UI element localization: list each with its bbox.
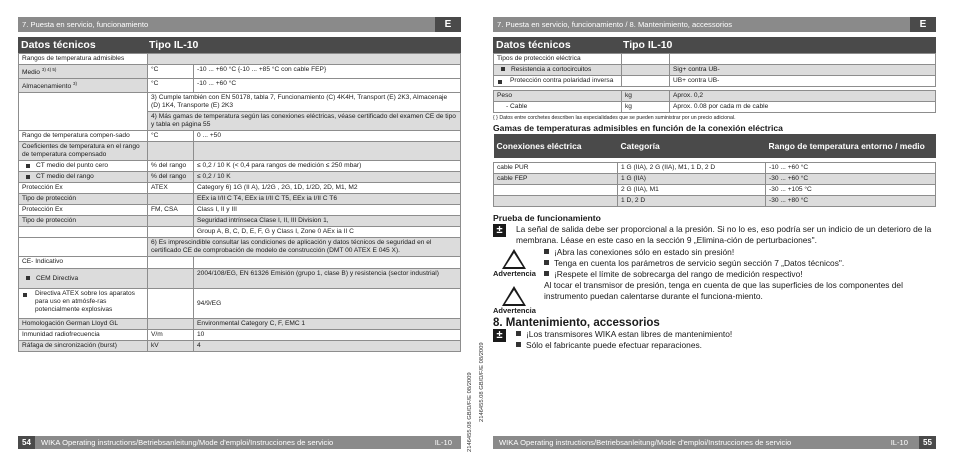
table-row: Peso kg Aprox. 0,2: [494, 91, 936, 102]
footer-text: WIKA Operating instructions/Betriebsanleitung/Mode d'emploi/Instrucciones de servicio: [41, 438, 334, 447]
tech-data-title: Datos técnicos: [21, 39, 96, 51]
table-row: Almacenamiento $^{3)}$ °C -10 ... +60 °C: [19, 79, 461, 93]
info-icon: ±: [493, 224, 506, 237]
table-row: 3) Cumple también con EN 50178, tabla 7, Funcionamiento (C) 4K4H, Transport (E) 2K3, Almacenaje (D) 1K4, Transporte (E) 2K3: [19, 93, 461, 112]
table-row: Protección Ex ATEX Category 6) 1G (II A), 1/2G , 2G, 1D, 1/2D, 2D, M1, M2: [19, 183, 461, 194]
footer-text: WIKA Operating instructions/Betriebsanleitung/Mode d'emploi/Instrucciones de servicio: [499, 438, 792, 447]
section-title: Gamas de temperaturas admisibles en función de la conexión eléctrica: [493, 123, 783, 133]
left-footer: [18, 436, 461, 449]
table-row: Tipos de protección eléctrica: [494, 54, 936, 65]
list-item: Tenga en cuenta los parámetros de servicio según sección 7 „Datos técnicos".: [544, 258, 936, 269]
model-title: Tipo IL-10: [623, 39, 673, 51]
page-header: [18, 17, 461, 32]
hot-surface-text: Al tocar el transmisor de presión, tenga en cuenta de que las superficies de los componentes del instrumento puedan calentarse durante el funciona-miento.: [544, 279, 903, 301]
tech-data-table: [18, 53, 461, 352]
page-header-title: 7. Puesta en servicio, funcionamiento / 8. Mantenimiento, accessorios: [497, 20, 733, 29]
list-item: ¡Respete el límite de sobrecarga del rango de medición respectivo!: [544, 269, 936, 280]
maintenance-block: [493, 329, 936, 351]
warning-block: [493, 247, 936, 280]
list-item: Sólo el fabricante puede efectuar reparaciones.: [516, 340, 936, 351]
bracket-note: { } Datos entre corchetes describen las especialidades que se pueden suministrar por un precio adicional.: [493, 115, 736, 121]
table-row: 6) Es imprescindible consultar las condiciones de aplicación y datos técnicos de seguridad en el certificado CE de comprobación de modelo de construcción (DMT 00 ATEX E 045 X).: [19, 238, 461, 257]
prueba-text: La señal de salida debe ser proporcional a la presión. Si no lo es, eso podría ser un indicio de un deterioro de la membrana. Léase en este caso en la sección 9 „Elimina-ción de perturbaciones".: [516, 223, 932, 245]
table-row: cable PUR 1 G (IIA), 2 G (IIA), M1, 1 D, 2 D -10 ... +60 °C: [494, 162, 936, 173]
page-header: [493, 17, 936, 32]
right-page: [493, 17, 936, 351]
left-page: [18, 17, 461, 352]
info-icon: ±: [493, 329, 506, 342]
table-row: 1 D, 2 D -30 ... +80 °C: [494, 195, 936, 206]
table-row: Tipo de protección EEx ia I/II C T4, EEx ia I/II C T5, EEx ia I/II C T6: [19, 194, 461, 205]
table-row: Resistencia a cortocircuitos Sig+ contra UB-: [494, 65, 936, 76]
tech-data-table: [493, 53, 936, 113]
table-row: Protección contra polaridad inversa UB+ contra UB-: [494, 76, 936, 87]
table-row: Group A, B, C, D, E, F, G y Class I, Zone 0 AEx ia II C: [19, 227, 461, 238]
footer-model: IL-10: [890, 438, 908, 447]
table-row: CT medio del punto cero % del rango ≤ 0,2 / 10 K (< 0,4 para rangos de medición ≤ 250 mbar): [19, 161, 461, 172]
model-title: Tipo IL-10: [149, 39, 199, 51]
table-row: CEM Directiva 2004/108/EG, EN 61326 Emisión (grupo 1, clase B) y resistencia (sector industrial): [19, 269, 461, 289]
tech-data-heading: [493, 37, 936, 53]
right-footer: [493, 436, 936, 449]
table-row: Rango de temperatura compen-sado °C 0 ... +50: [19, 131, 461, 142]
table-row: Rangos de temperatura admisibles: [19, 54, 461, 65]
warning-icon: Advertencia: [493, 247, 535, 280]
tech-data-heading: [18, 37, 461, 53]
table-header-row: Conexiones eléctrica Categoría Rango de temperatura entorno / medio: [494, 134, 936, 158]
table-row: Ráfaga de sincronización (burst) kV 4: [19, 341, 461, 352]
language-badge: E: [435, 17, 461, 32]
table-row: Tipo de protección Seguridad intrínseca Clase I, II, III Division 1,: [19, 216, 461, 227]
temperature-table: [493, 134, 936, 207]
side-code: 2146455.08 GB/D/F/E 08/2009: [479, 342, 485, 422]
table-row: Coeficientes de temperatura en el rango de temperatura compensado: [19, 142, 461, 161]
table-row: CE- Indicativo: [19, 257, 461, 269]
table-row: 2 G (IIA), M1 -30 ... +105 °C: [494, 184, 936, 195]
table-row: Homologación German Lloyd GL Environmental Category C, F, EMC 1: [19, 319, 461, 330]
section-title: Prueba de funcionamiento: [493, 212, 601, 223]
list-item: ¡Los transmisores WIKA estan libres de mantenimiento!: [516, 329, 936, 340]
side-code: 2146455.08 GB/D/F/E 08/2009: [467, 372, 473, 452]
table-row: Inmunidad radiofrecuencia V/m 10: [19, 330, 461, 341]
list-item: ¡Abra las conexiones sólo en estado sin presión!: [544, 247, 936, 258]
table-row: Protección Ex FM, CSA Class I, II y III: [19, 205, 461, 216]
table-row: 4) Más gamas de temperatura según las conexiones eléctricas, véase certificado del examen CE de tipo y tabla en página 55: [19, 112, 461, 131]
table-row: CT medio del rango % del rango ≤ 0,2 / 10 K: [19, 172, 461, 183]
table-row: cable FEP 1 G (IIA) -30 ... +60 °C: [494, 173, 936, 184]
tech-data-title: Datos técnicos: [496, 39, 571, 51]
prueba-block: [493, 224, 936, 246]
footer-model: IL-10: [434, 438, 452, 447]
table-row: Directiva ATEX sobre los aparatos para uso en atmósfe-ras potencialmente explosivas 94/9/EG: [19, 289, 461, 319]
table-row: - Cable kg Aprox. 0.08 por cada m de cable: [494, 102, 936, 113]
page-number: 55: [919, 436, 936, 449]
language-badge: E: [910, 17, 936, 32]
page-header-title: 7. Puesta en servicio, funcionamiento: [22, 20, 149, 29]
hot-surface-block: [493, 280, 936, 315]
page-number: 54: [18, 436, 35, 449]
section-title: 8. Mantenimiento, accessorios: [493, 316, 660, 329]
table-row: Medio $^{3) 4) 5)}$ °C -10 ... +60 °C {-10 ... +85 °C con cable FEP}: [19, 65, 461, 79]
hot-surface-warning-icon: Advertencia: [493, 280, 535, 315]
